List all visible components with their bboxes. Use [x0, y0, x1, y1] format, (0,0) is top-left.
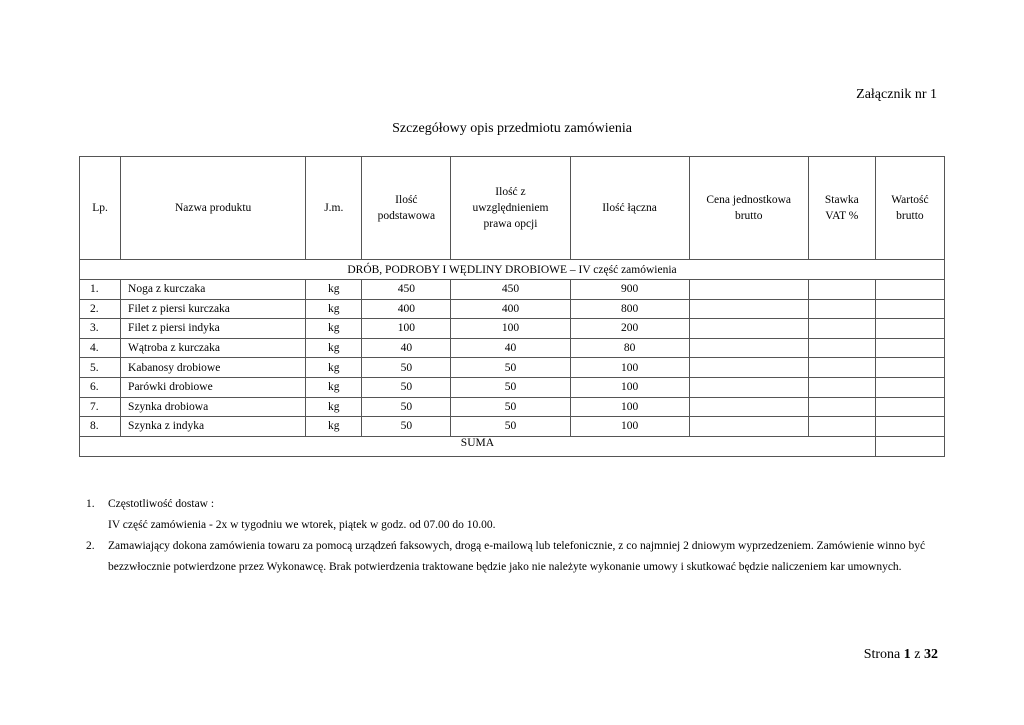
cell-qty-base: 400	[362, 299, 451, 319]
table-row	[80, 377, 945, 397]
cell-qty-total: 800	[570, 299, 689, 319]
cell-unit: kg	[306, 397, 362, 417]
cell-unit: kg	[306, 417, 362, 437]
cell-qty-option: 50	[451, 397, 570, 417]
note-line: Zamawiający dokona zamówienia towaru za pomocą urządzeń faksowych, drogą e-mailową lub telefonicznie, z co najmniej 2 dniowym wyprzedzeniem. Zamówienie winno być bezzwłocznie potwierdzone przez Wykonawcę. Brak potwierdzenia traktowane będzie jako nie należyte wykonanie umowy i skutkować będzie naliczeniem kar umownych.	[108, 540, 926, 573]
table-header-row	[80, 157, 945, 260]
sum-value	[875, 436, 944, 456]
cell-unit: kg	[306, 338, 362, 358]
cell-lp: 2.	[80, 299, 121, 319]
sum-label: SUMA	[80, 436, 876, 456]
table-row	[80, 338, 945, 358]
cell-product-name: Filet z piersi kurczaka	[121, 299, 306, 319]
cell-value	[875, 280, 944, 300]
cell-lp: 1.	[80, 280, 121, 300]
cell-lp: 4.	[80, 338, 121, 358]
cell-unit-price	[689, 280, 808, 300]
cell-value	[875, 417, 944, 437]
header-lp: Lp.	[80, 157, 121, 260]
header-value: Wartość brutto	[875, 157, 944, 260]
note-number: 2.	[86, 540, 95, 552]
sum-row	[80, 436, 945, 456]
cell-qty-option: 50	[451, 358, 570, 378]
header-product-name: Nazwa produktu	[121, 157, 306, 260]
table-row	[80, 299, 945, 319]
cell-product-name: Szynka drobiowa	[121, 397, 306, 417]
cell-lp: 3.	[80, 319, 121, 339]
cell-value	[875, 377, 944, 397]
cell-qty-base: 450	[362, 280, 451, 300]
cell-value	[875, 319, 944, 339]
cell-product-name: Szynka z indyka	[121, 417, 306, 437]
cell-value	[875, 299, 944, 319]
note-item	[86, 494, 946, 536]
cell-vat	[808, 358, 875, 378]
product-table	[79, 156, 945, 457]
cell-qty-base: 50	[362, 417, 451, 437]
note-number: 1.	[86, 498, 95, 510]
header-unit-price: Cena jednostkowa brutto	[689, 157, 808, 260]
cell-vat	[808, 280, 875, 300]
cell-qty-option: 400	[451, 299, 570, 319]
table-row	[80, 397, 945, 417]
cell-product-name: Wątroba z kurczaka	[121, 338, 306, 358]
cell-qty-base: 50	[362, 397, 451, 417]
table-row	[80, 280, 945, 300]
cell-qty-total: 900	[570, 280, 689, 300]
cell-qty-total: 80	[570, 338, 689, 358]
cell-unit: kg	[306, 319, 362, 339]
cell-unit: kg	[306, 377, 362, 397]
cell-lp: 7.	[80, 397, 121, 417]
cell-qty-base: 40	[362, 338, 451, 358]
cell-vat	[808, 338, 875, 358]
cell-unit-price	[689, 299, 808, 319]
cell-unit-price	[689, 377, 808, 397]
cell-qty-total: 100	[570, 397, 689, 417]
cell-product-name: Kabanosy drobiowe	[121, 358, 306, 378]
annex-label: Załącznik nr 1	[856, 87, 937, 102]
cell-lp: 8.	[80, 417, 121, 437]
note-line: IV część zamówienia - 2x w tygodniu we wtorek, piątek w godz. od 07.00 do 10.00.	[108, 519, 496, 531]
cell-unit: kg	[306, 358, 362, 378]
cell-qty-option: 450	[451, 280, 570, 300]
cell-unit-price	[689, 338, 808, 358]
header-qty-base: Ilość podstawowa	[362, 157, 451, 260]
header-unit: J.m.	[306, 157, 362, 260]
cell-qty-option: 50	[451, 377, 570, 397]
table-row	[80, 358, 945, 378]
cell-lp: 6.	[80, 377, 121, 397]
cell-product-name: Noga z kurczaka	[121, 280, 306, 300]
cell-value	[875, 358, 944, 378]
cell-vat	[808, 299, 875, 319]
cell-value	[875, 397, 944, 417]
cell-unit: kg	[306, 299, 362, 319]
section-title: DRÓB, PODROBY I WĘDLINY DROBIOWE – IV część zamówienia	[80, 260, 945, 280]
cell-qty-total: 100	[570, 377, 689, 397]
cell-qty-total: 100	[570, 417, 689, 437]
cell-qty-option: 50	[451, 417, 570, 437]
cell-value	[875, 338, 944, 358]
cell-lp: 5.	[80, 358, 121, 378]
table-row	[80, 319, 945, 339]
cell-product-name: Filet z piersi indyka	[121, 319, 306, 339]
cell-vat	[808, 319, 875, 339]
header-vat: Stawka VAT %	[808, 157, 875, 260]
note-line: Częstotliwość dostaw :	[108, 498, 215, 510]
table-row	[80, 417, 945, 437]
cell-unit-price	[689, 397, 808, 417]
page-number: Strona 1 z 32	[863, 647, 938, 662]
cell-vat	[808, 377, 875, 397]
cell-qty-base: 50	[362, 377, 451, 397]
cell-unit-price	[689, 358, 808, 378]
cell-vat	[808, 417, 875, 437]
header-qty-total: Ilość łączna	[570, 157, 689, 260]
notes-list	[86, 494, 946, 578]
cell-unit-price	[689, 319, 808, 339]
note-item	[86, 536, 946, 578]
cell-qty-option: 40	[451, 338, 570, 358]
document-title: Szczegółowy opis przedmiotu zamówienia	[392, 121, 632, 136]
cell-unit-price	[689, 417, 808, 437]
cell-qty-total: 100	[570, 358, 689, 378]
cell-vat	[808, 397, 875, 417]
cell-qty-total: 200	[570, 319, 689, 339]
header-qty-option: Ilość z uwzględnieniem prawa opcji	[451, 157, 570, 260]
cell-qty-base: 100	[362, 319, 451, 339]
cell-product-name: Parówki drobiowe	[121, 377, 306, 397]
cell-qty-base: 50	[362, 358, 451, 378]
cell-qty-option: 100	[451, 319, 570, 339]
section-row	[80, 260, 945, 280]
cell-unit: kg	[306, 280, 362, 300]
